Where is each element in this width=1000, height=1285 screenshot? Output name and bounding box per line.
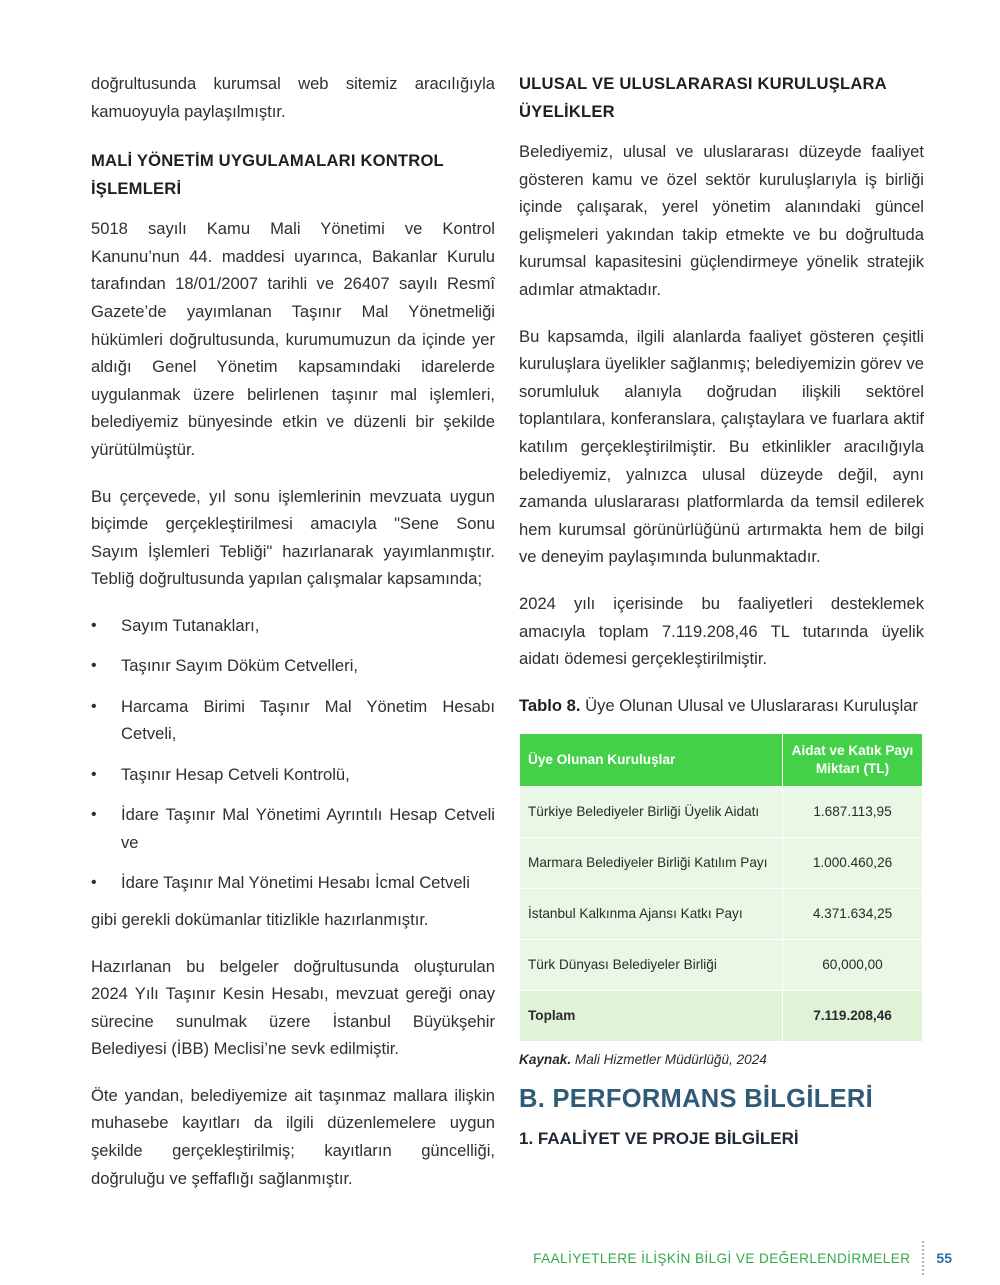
bullet-icon: •	[91, 616, 97, 634]
activity-subsection-title: 1. FAALİYET VE PROJE BİLGİLERİ	[519, 1129, 799, 1149]
table-source: Kaynak. Mali Hizmetler Müdürlüğü, 2024	[519, 1052, 767, 1068]
bullet-icon: •	[91, 697, 97, 715]
table-cell-amount: 4.371.634,25	[783, 889, 923, 940]
paragraph-fee-total: 2024 yılı içerisinde bu faaliyetleri desteklemek amacıyla toplam 7.119.208,46 TL tutarında üyelik aidatı ödemesi gerçekleştirilmiştir.	[519, 593, 924, 669]
paragraph-documents-prepared: gibi gerekli dokümanlar titizlikle hazırlanmıştır.	[91, 909, 429, 929]
table-row	[520, 787, 923, 838]
section-title-financial-management: MALİ YÖNETİM UYGULAMALARI KONTROL İŞLEMLERİ	[91, 151, 444, 198]
table-cell-amount: 1.000.460,26	[783, 838, 923, 889]
intro-paragraph: doğrultusunda kurumsal web sitemiz aracılığıyla kamuoyuyla paylaşılmıştır.	[91, 74, 495, 121]
right-column	[519, 70, 924, 1151]
paragraph-real-estate: Öte yandan, belediyemize ait taşınmaz mallara ilişkin muhasebe kayıtları da ilgili düzenlemelere uygun şekilde gerçekleştirilmiş; kayıtların güncelliği, doğruluğu ve şeffaflığı sağlanmıştır.	[91, 1085, 495, 1188]
list-item: • İdare Taşınır Mal Yönetimi Hesabı İcmal Cetveli	[91, 869, 495, 897]
page-footer	[533, 1241, 952, 1275]
paragraph-cooperation: Belediyemiz, ulusal ve uluslararası düzeyde faaliyet gösteren kamu ve özel sektör kuruluşlarıyla iş birliği içinde çalışarak, yerel yönetim alanındaki güncel gelişmeleri yakından takip etmekte ve bu doğrultuda kurumsal kapasitesini güçlendirmeye yönelik stratejik adımlar atmaktadır.	[519, 142, 924, 299]
table-header-organizations: Üye Olunan Kuruluşlar	[520, 734, 783, 787]
table-cell-organization: Türkiye Belediyeler Birliği Üyelik Aidatı	[520, 787, 783, 838]
table-cell-organization: İstanbul Kalkınma Ajansı Katkı Payı	[520, 889, 783, 940]
performance-section-title: B. PERFORMANS BİLGİLERİ	[519, 1085, 873, 1114]
table-cell-organization: Marmara Belediyeler Birliği Katılım Payı	[520, 838, 783, 889]
paragraph-final-account: Hazırlanan bu belgeler doğrultusunda oluşturulan 2024 Yılı Taşınır Kesin Hesabı, mevzuat gereği onay sürecine sunulmak üzere İstanbul Büyükşehir Belediyesi (İBB) Meclisi’ne sevk edilmiştir.	[91, 956, 495, 1059]
list-item: • İdare Taşınır Mal Yönetimi Ayrıntılı Hesap Cetveli ve	[91, 801, 495, 856]
paragraph-year-end-count: Bu çerçevede, yıl sonu işlemlerinin mevzuata uygun biçimde gerçekleştirilmesi amacıyla "Sene Sonu Sayım İşlemleri Tebliği" hazırlanarak yayımlanmıştır. Tebliğ doğrultusunda yapılan çalışmalar kapsamında;	[91, 486, 495, 589]
table-cell-amount: 60,000,00	[783, 940, 923, 991]
table-row	[520, 940, 923, 991]
table-cell-organization: Türk Dünyası Belediyeler Birliği	[520, 940, 783, 991]
table-caption: Tablo 8. Üye Olunan Ulusal ve Uluslararası Kuruluşlar	[519, 695, 919, 715]
table-row	[520, 889, 923, 940]
bullet-icon: •	[91, 874, 97, 892]
table-header-amount: Aidat ve Katık Payı Miktarı (TL)	[783, 734, 923, 787]
table-cell-amount: 1.687.113,95	[783, 787, 923, 838]
left-column	[91, 70, 495, 1211]
list-item: • Taşınır Hesap Cetveli Kontrolü,	[91, 761, 495, 789]
list-item: • Taşınır Sayım Döküm Cetvelleri,	[91, 652, 495, 680]
table-total-label: Toplam	[520, 991, 783, 1042]
bullet-icon: •	[91, 806, 97, 824]
list-item: • Harcama Birimi Taşınır Mal Yönetim Hesabı Cetveli,	[91, 693, 495, 748]
page-number: 55	[936, 1250, 952, 1266]
bullet-icon: •	[91, 657, 97, 675]
paragraph-law-5018: 5018 sayılı Kamu Mali Yönetimi ve Kontrol Kanunu’nun 44. maddesi uyarınca, Bakanlar Kurulu tarafından 18/01/2007 tarihli ve 26407 sayılı Resmî Gazete’de yayımlanan Taşınır Mal Yönetmeliği hükümleri doğrultusunda, kurumumuzun da içinde yer aldığı Genel Yönetim kapsamındaki idarelerde uygulanmak üzere belirlenen taşınır mal işlemleri, belediyemiz bünyesinde etkin ve düzenli bir şekilde yürütülmüştür.	[91, 219, 495, 459]
bullet-icon: •	[91, 765, 97, 783]
document-list	[91, 612, 495, 897]
memberships-table	[519, 733, 923, 1042]
table-row	[520, 838, 923, 889]
footer-section-name: FAALİYETLERE İLİŞKİN BİLGİ VE DEĞERLENDİRMELER	[533, 1250, 911, 1266]
table-total-row	[520, 991, 923, 1042]
table-total-amount: 7.119.208,46	[783, 991, 923, 1042]
paragraph-memberships: Bu kapsamda, ilgili alanlarda faaliyet gösteren çeşitli kuruluşlara üyelikler sağlanmış; belediyemizin görev ve sorumluluk alanıyla doğrudan ilişkili sektörel toplantılara, konferanslara, çalıştaylara ve fuarlara aktif katılım gerçekleştirilmiştir. Bu etkinlikler aracılığıyla belediyemiz, yalnızca ulusal düzeyde değil, aynı zamanda uluslararası platformlarda da temsil edilerek hem kurumsal görünürlüğünü artırmakta hem de bilgi ve deneyim paylaşımında bulunmaktadır.	[519, 326, 924, 567]
footer-divider	[922, 1241, 925, 1275]
section-title-memberships: ULUSAL VE ULUSLARARASI KURULUŞLARA ÜYELİKLER	[519, 74, 887, 121]
list-item: • Sayım Tutanakları,	[91, 612, 495, 640]
